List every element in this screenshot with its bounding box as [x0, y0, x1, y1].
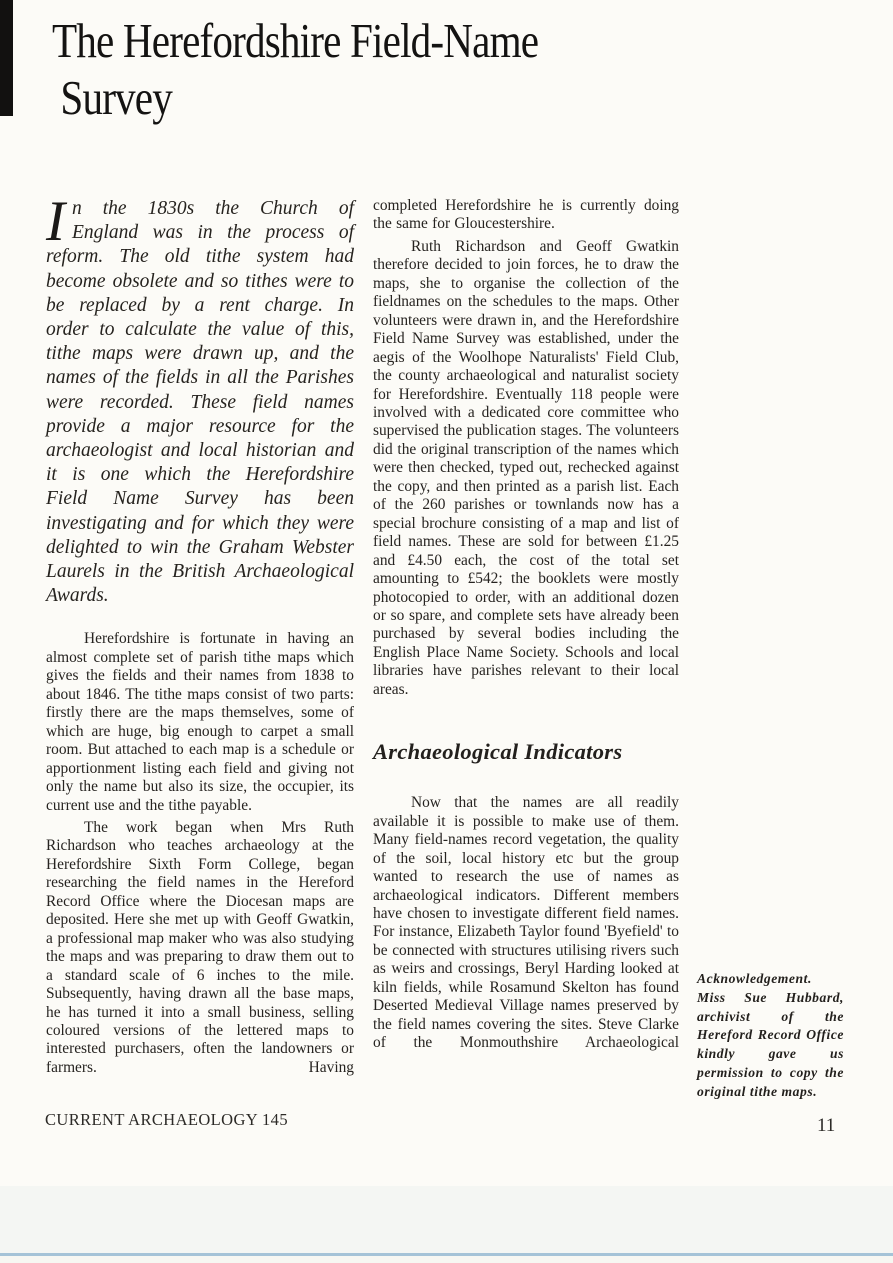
journal-footer: CURRENT ARCHAEOLOGY 145 [45, 1110, 288, 1129]
article-title-line2: Survey [60, 70, 172, 125]
body-paragraph: Now that the names are all readily available it is possible to make use of them. Many field-names record vegetation, the quality of the soil, local history etc but the group wanted to research the use of names as archaeological indicators. Different members have chosen to investigate different field names. For instance, Elizabeth Taylor found 'Byefield' to be connected with structures utilising rivers such as weirs and crossings, Beryl Harding looked at kiln fields, while Rosamund Skelton has found Deserted Medieval Village names preserved by the field names covering the sites. Steve Clarke of the Monmouthshire Archaeological [373, 794, 679, 1052]
section-heading: Archaeological Indicators [373, 739, 623, 765]
body-paragraph: The work began when Mrs Ruth Richardson who teaches archaeology at the Herefordshire Sixth Form College, began researching the field names in the Hereford Record Office where the Diocesan maps are deposited. Here she met up with Geoff Gwatkin, a professional map maker who was also studying the maps and was preparing to draw them out to a standard scale of 6 inches to the mile. Subsequently, having drawn all the base maps, he has turned it into a small business, selling coloured versions of the lettered maps to interested purchasers, often the landowners or farmers. Having [46, 818, 354, 1076]
acknowledgement-margin-note: Acknowledgement. Miss Sue Hubbard, archivist of the Hereford Record Office kindly gave us permission to copy the original tithe maps. [697, 971, 844, 1099]
article-title-line1: The Herefordshire Field-Name [52, 13, 539, 68]
article-title [52, 12, 538, 126]
page-bottom-band [0, 1186, 893, 1253]
body-paragraph: Herefordshire is fortunate in having an almost complete set of parish tithe maps which gives the fields and their names from 1838 to about 1846. The tithe maps consist of two parts: firstly there are the maps themselves, some of which are huge, big enough to carpet a small room. But attached to each map is a schedule or apportionment listing each field and giving not only the name but also its size, the occupier, its current use and the tithe payable. [46, 630, 354, 814]
page-edge-below-line [0, 1256, 893, 1263]
intro-text: n the 1830s the Church of England was in the process of reform. The old tithe system had become obsolete and so tithes were to be replaced by a rent charge. In order to calculate the value of this, tithe maps were drawn up, and the names of the fields in all the Parishes were recorded. These field names provide a major resource for the archaeologist and local historian and it is one which the Herefordshire Field Name Survey has been investigating and for which they were delighted to win the Graham Webster Laurels in the British Archaeological Awards. [46, 198, 354, 607]
body-paragraph: completed Herefordshire he is currently doing the same for Gloucestershire. [373, 197, 679, 233]
scan-artifact-black-strip [0, 0, 13, 116]
page-number: 11 [817, 1115, 836, 1136]
right-column [373, 197, 679, 1053]
left-column [46, 190, 354, 1077]
drop-cap: I [46, 190, 65, 253]
body-paragraph: Ruth Richardson and Geoff Gwatkin therefore decided to join forces, he to draw the maps, she to organise the collection of the fieldnames on the schedules to the maps. Other volunteers were drawn in, and the Herefordshire Field Name Survey was established, under the aegis of the Woolhope Naturalists' Field Club, the county archaeological and naturalist society for Herefordshire. Eventually 118 people were involved with a dedicated core committee who supervised the publication stages. The volunteers did the original transcription of the names which were then checked, typed out, rechecked against the copy, and then printed as a parish list. Each of the 260 parishes or townlands now has a special brochure consisting of a map and list of field names. These are sold for between £1.25 and £4.50 each, the cost of the total set amounting to £542; the booklets were mostly photocopied to order, with an additional dozen or so spare, and complete sets have already been purchased by several bodies including the English Place Name Society. Schools and local libraries have parishes relevant to their local areas. [373, 237, 679, 698]
intro-paragraph [46, 190, 354, 608]
